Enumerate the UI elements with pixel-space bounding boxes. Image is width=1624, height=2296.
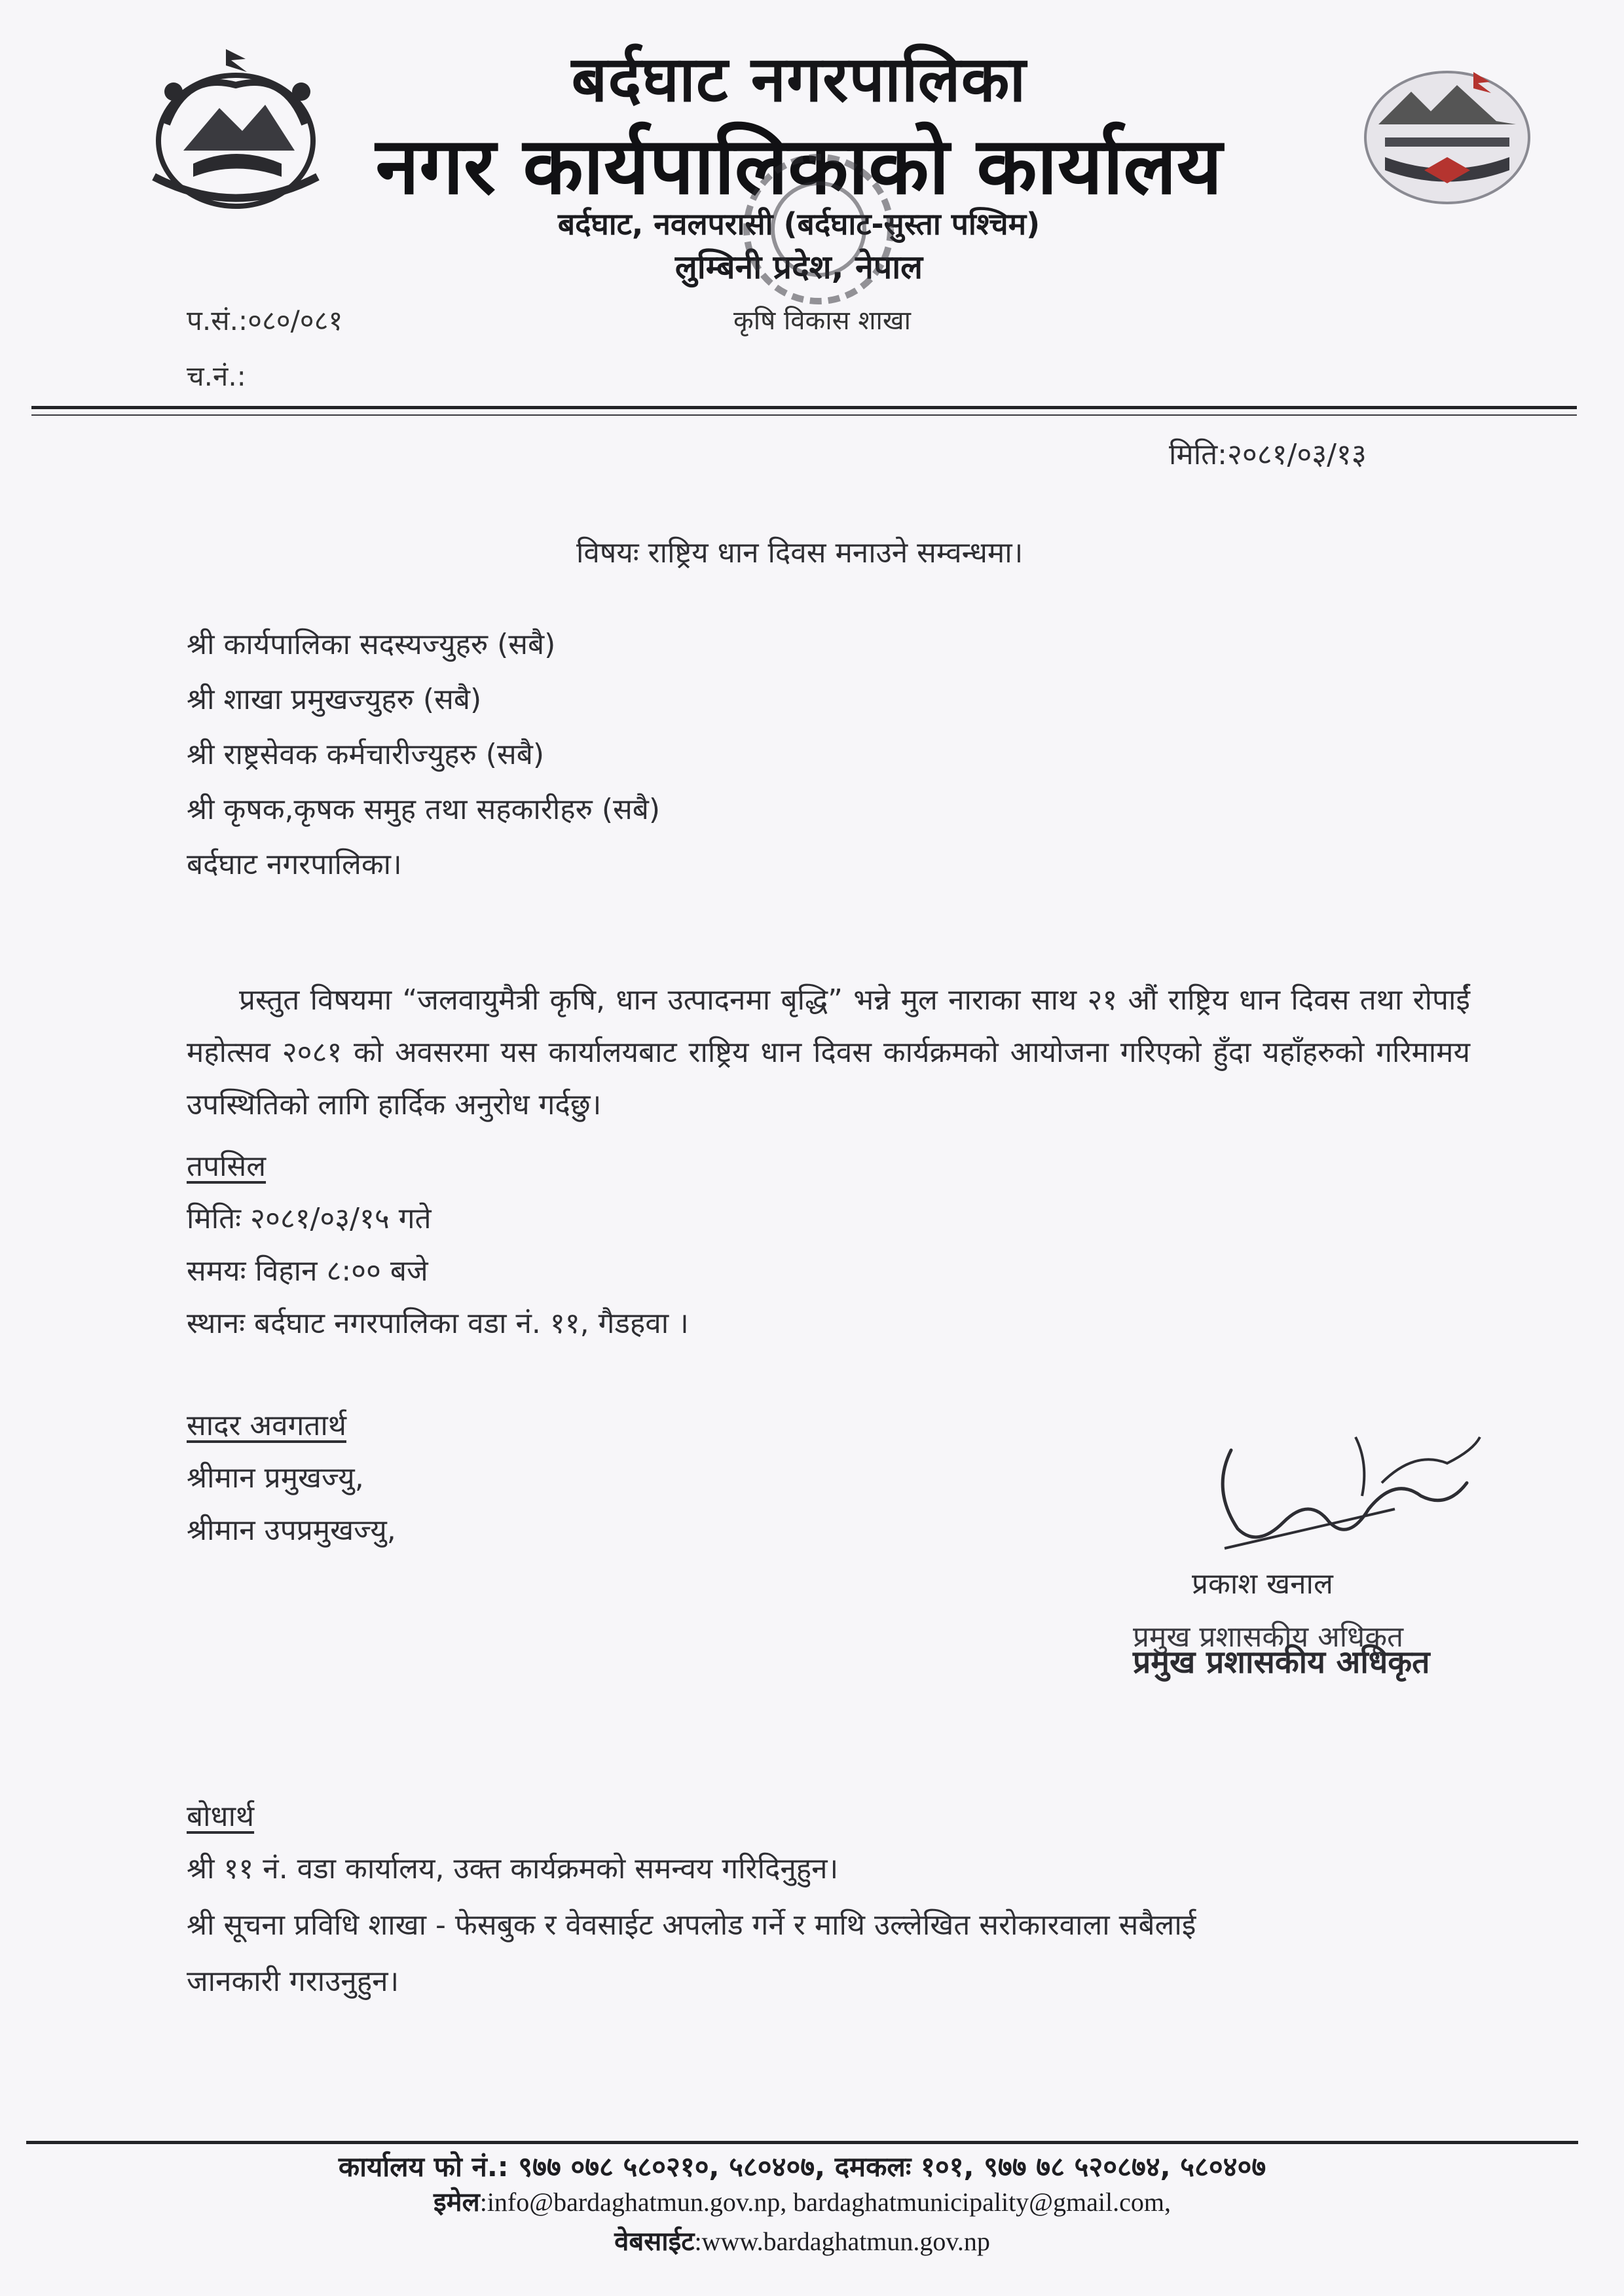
action-section xyxy=(187,1797,1196,2001)
recipient-item: बर्दघाट नगरपालिका। xyxy=(187,848,402,881)
signatory-name: प्रकाश खनाल xyxy=(1192,1567,1333,1601)
event-time: समयः विहान ८:०० बजे xyxy=(187,1254,428,1288)
event-details xyxy=(187,1147,689,1343)
cc-item: श्रीमान प्रमुखज्यु, xyxy=(187,1461,364,1495)
reference-number: प.सं.:०८०/०८१ xyxy=(187,304,343,337)
designation-stamp: प्रमुख प्रशासकीय अधिकृत xyxy=(1133,1644,1430,1681)
details-heading: तपसिल xyxy=(187,1150,267,1183)
recipient-item: श्री राष्ट्रसेवक कर्मचारीज्युहरु (सबै) xyxy=(187,738,544,771)
header-divider-thin xyxy=(31,414,1577,416)
body-text: प्रस्तुत विषयमा “जलवायुमैत्री कृषि, धान उत्पादनमा बृद्धि” भन्ने मुल नाराका साथ २१ औं राष्ट्रिय धान दिवस तथा रोपाईं महोत्सव २०८१ को अवसरमा यस कार्यालयबाट राष्ट्रिय धान दिवस कार्यक्रमको आयोजना गरिएको हुँदा यहाँहरुको गरिमामय उपस्थितिको लागि हार्दिक अनुरोध गर्दछु। xyxy=(187,983,1470,1121)
recipient-item: श्री कृषक,कृषक समुह तथा सहकारीहरु (सबै) xyxy=(187,793,661,826)
handwritten-signature xyxy=(1198,1424,1486,1561)
cc-item: श्रीमान उपप्रमुखज्यु, xyxy=(187,1514,396,1547)
body-paragraph xyxy=(187,974,1470,1131)
event-date: मितिः २०८१/०३/१५ गते xyxy=(187,1202,432,1235)
website-url[interactable]: :www.bardaghatmun.gov.np xyxy=(694,2227,990,2256)
footer-divider xyxy=(26,2141,1578,2144)
event-venue: स्थानः बर्दघाट नगरपालिका वडा नं. ११, गैडहवा । xyxy=(187,1307,689,1340)
subject: विषयः राष्ट्रिय धान दिवस मनाउने सम्वन्धमा। xyxy=(576,536,1024,570)
footer-website xyxy=(26,2222,1578,2258)
footer-email xyxy=(26,2183,1578,2219)
website-label: वेबसाईट xyxy=(614,2227,695,2257)
header-divider xyxy=(31,406,1577,409)
municipality-logo-icon xyxy=(1359,65,1536,210)
address-line-2: लुम्बिनी प्रदेश, नेपाल xyxy=(674,248,923,286)
letter-date: मिति:२०८१/०३/१३ xyxy=(1169,438,1367,471)
address-line-1: बर्दघाट, नवलपरासी (बर्दघाट-सुस्ता पश्चिम) xyxy=(557,206,1041,242)
office-stamp-watermark xyxy=(694,144,943,314)
recipient-item: श्री शाखा प्रमुखज्युहरु (सबै) xyxy=(187,683,482,716)
dispatch-number: च.नं.: xyxy=(187,360,246,392)
cc-heading: सादर अवगतार्थ xyxy=(187,1409,346,1442)
municipality-name: बर्दघाट नगरपालिका xyxy=(571,43,1027,116)
cc-info xyxy=(187,1406,396,1550)
email-label: इमेल xyxy=(434,2187,480,2217)
action-item: जानकारी गराउनुहुन। xyxy=(187,1965,399,1998)
office-name: नगर कार्यपालिकाको कार्यालय xyxy=(375,121,1223,212)
signatory-title: प्रमुख प्रशासकीय अधिकृत xyxy=(1133,1620,1404,1654)
section-name: कृषि विकास शाखा xyxy=(733,306,911,336)
email-address[interactable]: :info@bardaghatmun.gov.np, bardaghatmunicipality@gmail.com, xyxy=(479,2187,1171,2217)
recipient-list xyxy=(187,625,660,884)
action-item: श्री ११ नं. वडा कार्यालय, उक्त कार्यक्रमको समन्वय गरिदिनुहुन। xyxy=(187,1852,839,1886)
action-item: श्री सूचना प्रविधि शाखा - फेसबुक र वेवसाईट अपलोड गर्ने र माथि उल्लेखित सरोकारवाला सबैलाई xyxy=(187,1908,1196,1942)
action-heading: बोधार्थ xyxy=(187,1800,255,1833)
recipient-item: श्री कार्यपालिका सदस्यज्युहरु (सबै) xyxy=(187,628,556,661)
footer-phone: कार्यालय फो नं.: ९७७ ०७८ ५८०२१०, ५८०४०७, दमकलः १०१, ९७७ ७८ ५२०८७४, ५८०४०७ xyxy=(338,2151,1266,2183)
